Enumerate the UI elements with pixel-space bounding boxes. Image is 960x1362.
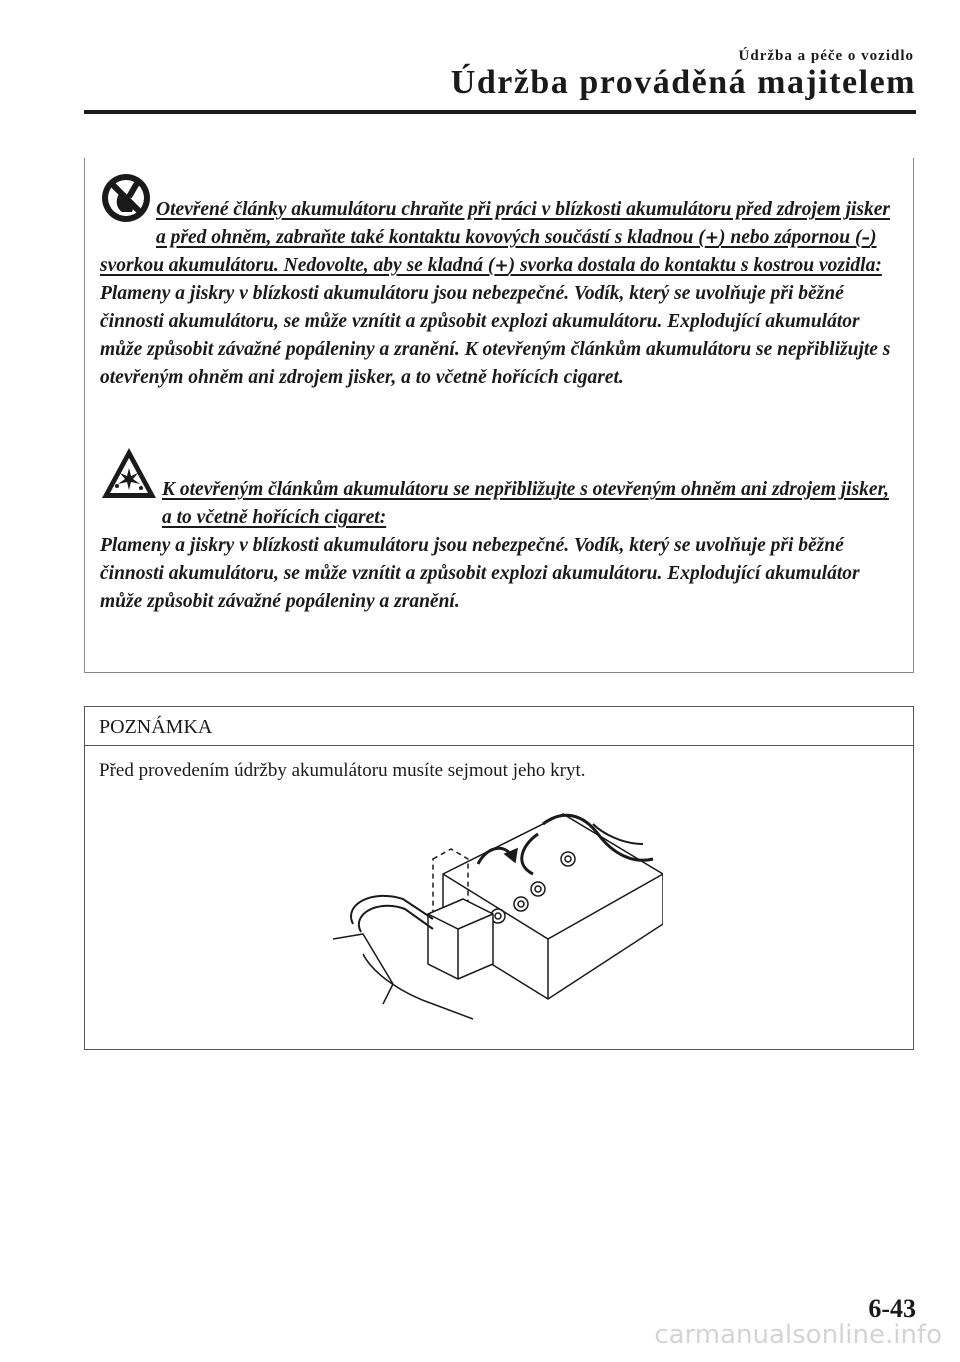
warning-explosion-heading: K otevřeným článkům akumulátoru se nepřibližujte s otevřeným ohněm ani zdrojem jisker, a to včetně hořících cigaret: — [162, 479, 889, 528]
warning-explosion — [100, 446, 900, 616]
battery-cover-illustration — [333, 804, 663, 1049]
warning-explosion-body: Plameny a jiskry v blízkosti akumulátoru jsou nebezpečné. Vodík, který se uvolňuje při běžné činnosti akumulátoru, se může vznítit a způsobit explozi akumulátoru. Explodující akumulátor může způsobit závažné popáleniny a zranění. — [100, 535, 860, 612]
note-text: Před provedením údržby akumulátoru musíte sejmout jeho kryt. — [99, 760, 586, 781]
section-label: Údržba a péče o vozidlo — [738, 48, 914, 64]
page-number: 6-43 — [868, 1294, 916, 1323]
warning-fire — [100, 172, 900, 392]
note-title: POZNÁMKA — [85, 707, 913, 746]
header-divider — [84, 110, 916, 114]
warning-fire-heading: Otevřené články akumulátoru chraňte při práci v blízkosti akumulátoru před zdrojem jisker a před ohněm, zabraňte také kontaktu kovových součástí s kladnou (+) nebo zápornou (–) svorkou akumulátoru. Nedovolte, aby se kladná (+) svorka dostala do kontaktu s kostrou vozidla: — [100, 199, 891, 276]
warning-fire-body: Plameny a jiskry v blízkosti akumulátoru jsou nebezpečné. Vodík, který se uvolňuje při běžné činnosti akumulátoru, se může vznítit a způsobit explozi akumulátoru. Explodující akumulátor může způsobit závažné popáleniny a zranění. K otevřeným článkům akumulátoru se nepřibližujte s otevřeným ohněm ani zdrojem jisker, a to včetně hořících cigaret. — [100, 283, 891, 388]
warning-box — [84, 158, 914, 673]
page-title: Údržba prováděná majitelem — [450, 64, 916, 101]
note-box — [84, 706, 914, 1050]
no-flame-icon — [100, 172, 152, 233]
explosion-warning-icon — [100, 446, 158, 509]
watermark: carmanualsonline.info — [654, 1320, 942, 1350]
